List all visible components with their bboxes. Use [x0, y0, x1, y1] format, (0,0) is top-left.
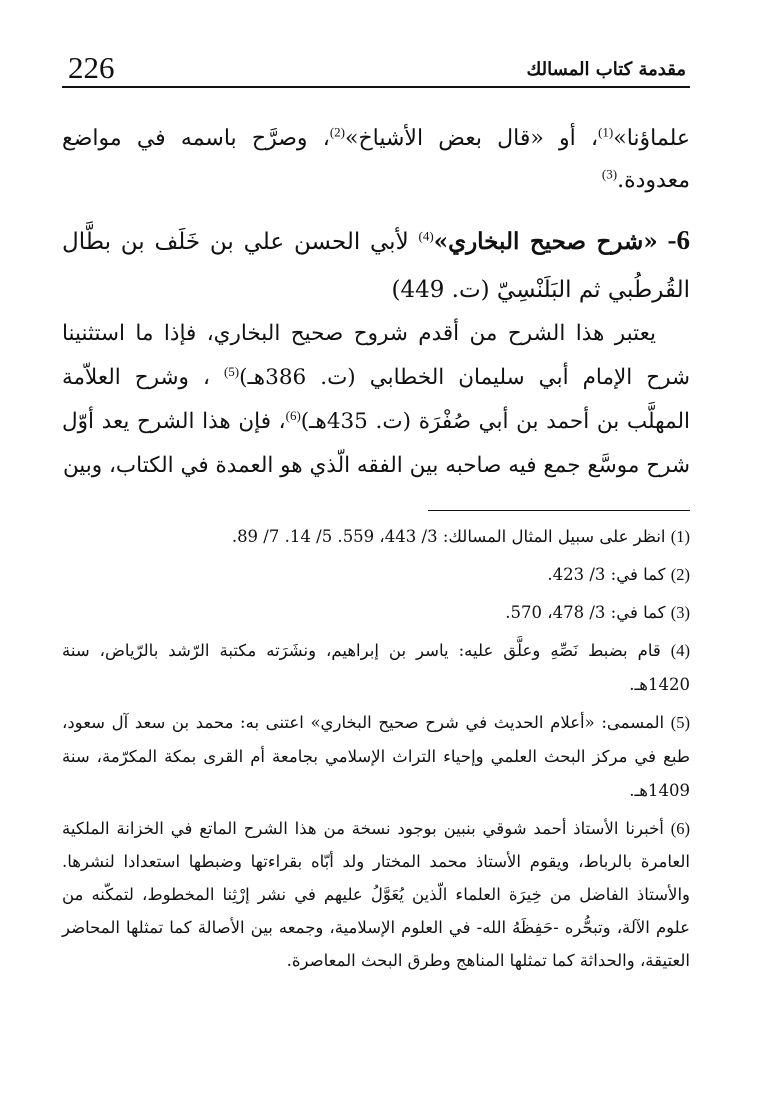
- running-title: مقدمة كتاب المسالك: [526, 59, 686, 80]
- footnote-text: كما في: 3/ 423.: [547, 565, 671, 584]
- header-rule: [62, 86, 690, 88]
- footnote: [62, 520, 690, 554]
- footnotes: [62, 520, 690, 981]
- paragraph-main: [62, 312, 690, 488]
- paragraph-intro: [62, 118, 690, 202]
- page-header: [62, 42, 690, 88]
- section-subtitle: لأبي الحسن علي بن خَلَف بن بطَّال القُرطُبي ثم البَلَنْسِيّ (ت. 449): [62, 229, 690, 303]
- footnote-ref: (3): [601, 166, 618, 182]
- section-number: 6-: [667, 225, 691, 255]
- footnote-ref: (2): [329, 124, 345, 140]
- footnote: [62, 634, 690, 702]
- section-title: «شرح صحيح البخاري»: [433, 228, 658, 255]
- footnote-separator: [428, 510, 690, 511]
- footnote-text: المسمى: «أعلام الحديث في شرح صحيح البخاري» اعتنى به: محمد بن سعد آل سعود، طبع في مركز البحث العلمي وإحياء التراث الإسلامي بجامعة أم القرى بمكة المكرّمة، سنة 1409هـ.: [62, 713, 690, 800]
- footnote-ref: (6): [285, 407, 301, 423]
- footnote-ref: (1): [598, 124, 614, 140]
- footnote: [62, 812, 690, 977]
- footnote-text: قام بضبط نَصِّهِ وعلَّق عليه: ياسر بن إبراهيم، ونشَرَته مكتبة الرّشد بالرّياض، سنة 1420هـ.: [62, 641, 690, 694]
- paragraph-text: يعتبر هذا الشرح من أقدم شروح صحيح البخاري، فإذا ما استثنينا شرح الإمام أبي سليمان الخطابي (ت. 386هـ): [62, 321, 690, 390]
- paragraph-text: ، وصرَّح باسمه في مواضع معدودة.: [62, 126, 690, 193]
- footnote: [62, 558, 690, 592]
- footnote-ref: (4): [418, 228, 434, 244]
- paragraph-text: علماؤنا»: [613, 126, 690, 151]
- footnote-ref: (5): [223, 363, 240, 379]
- footnote-text: كما في: 3/ 478، 570.: [505, 603, 671, 622]
- footnote-marker: (3): [670, 603, 690, 622]
- footnote-marker: (4): [670, 641, 690, 660]
- footnote: [62, 706, 690, 808]
- footnote-marker: (2): [670, 565, 690, 584]
- footnote-marker: (5): [670, 713, 690, 732]
- footnote-marker: (6): [670, 819, 690, 838]
- footnote-marker: (1): [670, 527, 690, 546]
- paragraph-text: ، وشرح العلاّمة المهلَّب بن أحمد بن أبي صُفْرَة (ت. 435هـ): [62, 365, 690, 434]
- footnote: [62, 596, 690, 630]
- footnote-text: انظر على سبيل المثال المسالك: 3/ 443، 559. 5/ 14. 7/ 89.: [231, 527, 671, 546]
- section-heading: [62, 216, 690, 314]
- footnote-text: أخبرنا الأستاذ أحمد شوقي بنبين بوجود نسخة من هذا الشرح الماتع في الخزانة الملكية العامرة بالرباط، ويقوم الأستاذ محمد المختار ولد أبّاه بقراءتها وضبطها استعدادا لنشرها. والأستاذ الفاضل من خِيرَة العلماء الّذين يُعَوَّلُ عليهم في نشر إرْثِنا المخطوط، لتمكّنه من علوم الآلة، وتبحُّره -حَفِظَهُ الله- في العلوم الإسلامية، وجمعه بين الأصالة كما تمثلها المحاضر العتيقة، والحداثة كما تمثلها المناهج وطرق البحث المعاصرة.: [62, 819, 690, 970]
- paragraph-text: ، فإن هذا الشرح يعد أوّل شرح موسَّع جمع فيه صاحبه بين الفقه الّذي هو العمدة في الكتاب، وبين: [62, 409, 690, 478]
- paragraph-text: ، أو «قال بعض الأشياخ»: [345, 126, 599, 151]
- page-number: 226: [68, 50, 115, 85]
